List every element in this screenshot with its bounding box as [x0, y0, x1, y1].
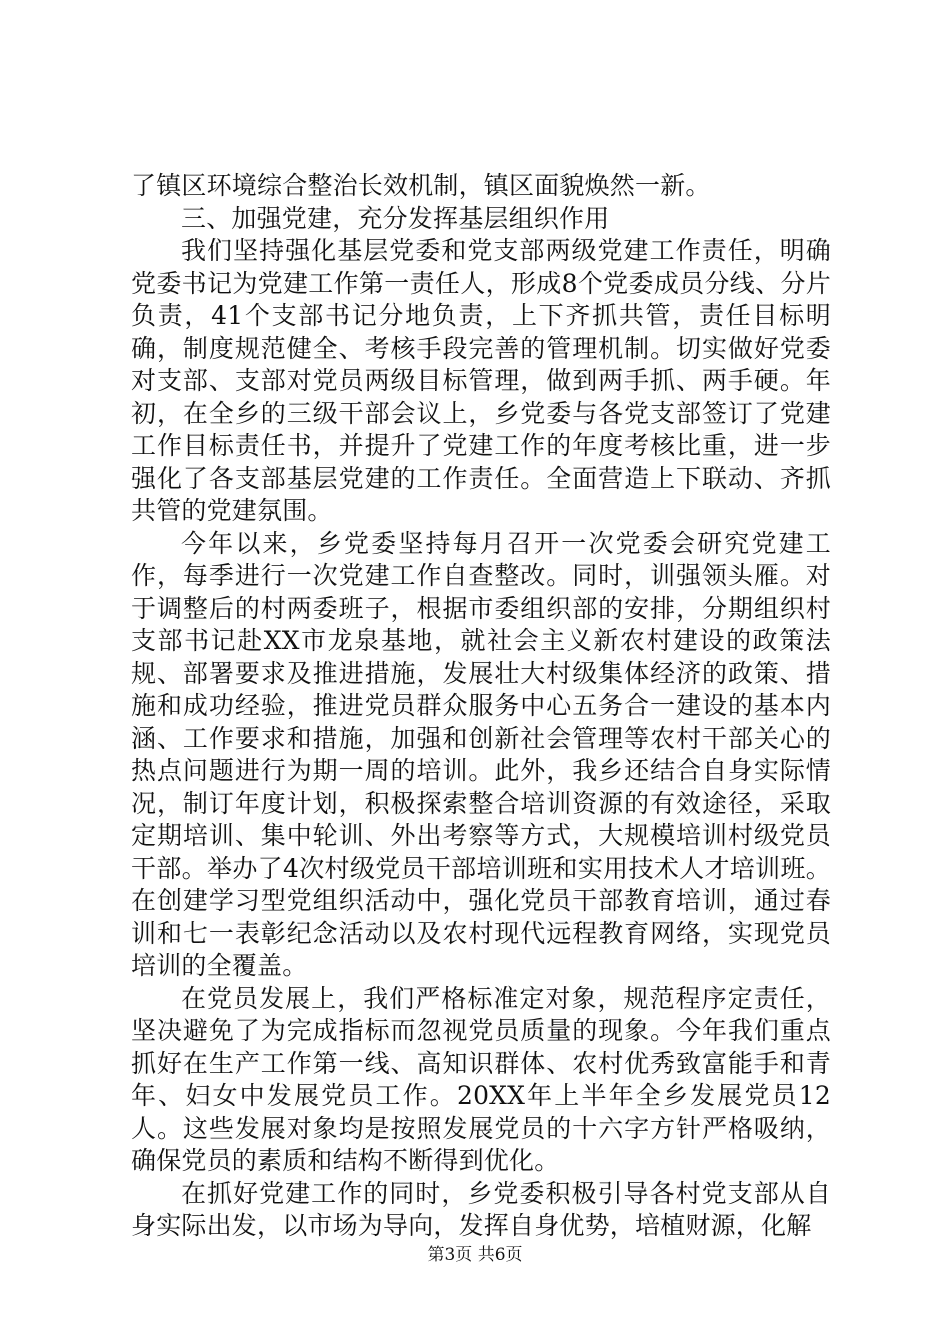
page-footer: 第3页 共6页 — [427, 1245, 523, 1265]
paragraph: 在抓好党建工作的同时，乡党委积极引导各村党支部从自身实际出发，以市场为导向，发挥自身优势，培植财源，化解 — [131, 1178, 831, 1240]
paragraph-continuation: 了镇区环境综合整治长效机制，镇区面貌焕然一新。 — [131, 171, 711, 200]
paragraph: 今年以来，乡党委坚持每月召开一次党委会研究党建工作，每季进行一次党建工作自查整改。同时，训强领头雁。对于调整后的村两委班子，根据市委组织部的安排，分期组织村支部书记赴XX市龙泉基地，就社会主义新农村建设的政策法规、部署要求及推进措施，发展壮大村级集体经济的政策、措施和成功经验，推进党员群众服务中心五务合一建设的基本内涵、工作要求和措施，加强和创新社会管理等农村干部关心的热点问题进行为期一周的培训。此外，我乡还结合自身实际情况，制订年度计划，积极探索整合培训资源的有效途径，采取定期培训、集中轮训、外出考察等方式，大规模培训村级党员干部。举办了4次村级党员干部培训班和实用技术人才培训班。在创建学习型党组织活动中，强化党员干部教育培训，通过春训和七一表彰纪念活动以及农村现代远程教育网络，实现党员培训的全覆盖。 — [131, 528, 831, 980]
paragraph: 在党员发展上，我们严格标准定对象，规范程序定责任，坚决避免了为完成指标而忽视党员质量的现象。今年我们重点抓好在生产工作第一线、高知识群体、农村优秀致富能手和青年、妇女中发展党员工作。20XX年上半年全乡发展党员12人。这些发展对象均是按照发展党员的十六字方针严格吸纳，确保党员的素质和结构不断得到优化。 — [131, 983, 831, 1175]
document-body — [131, 170, 831, 1243]
paragraph: 我们坚持强化基层党委和党支部两级党建工作责任，明确党委书记为党建工作第一责任人，形成8个党委成员分线、分片负责，41个支部书记分地负责，上下齐抓共管，责任目标明确，制度规范健全、考核手段完善的管理机制。切实做好党委对支部、支部对党员两级目标管理，做到两手抓、两手硬。年初，在全乡的三级干部会议上，乡党委与各党支部签订了党建工作目标责任书，并提升了党建工作的年度考核比重，进一步强化了各支部基层党建的工作责任。全面营造上下联动、齐抓共管的党建氛围。 — [131, 236, 831, 525]
section-heading: 三、加强党建，充分发挥基层组织作用 — [181, 203, 610, 233]
